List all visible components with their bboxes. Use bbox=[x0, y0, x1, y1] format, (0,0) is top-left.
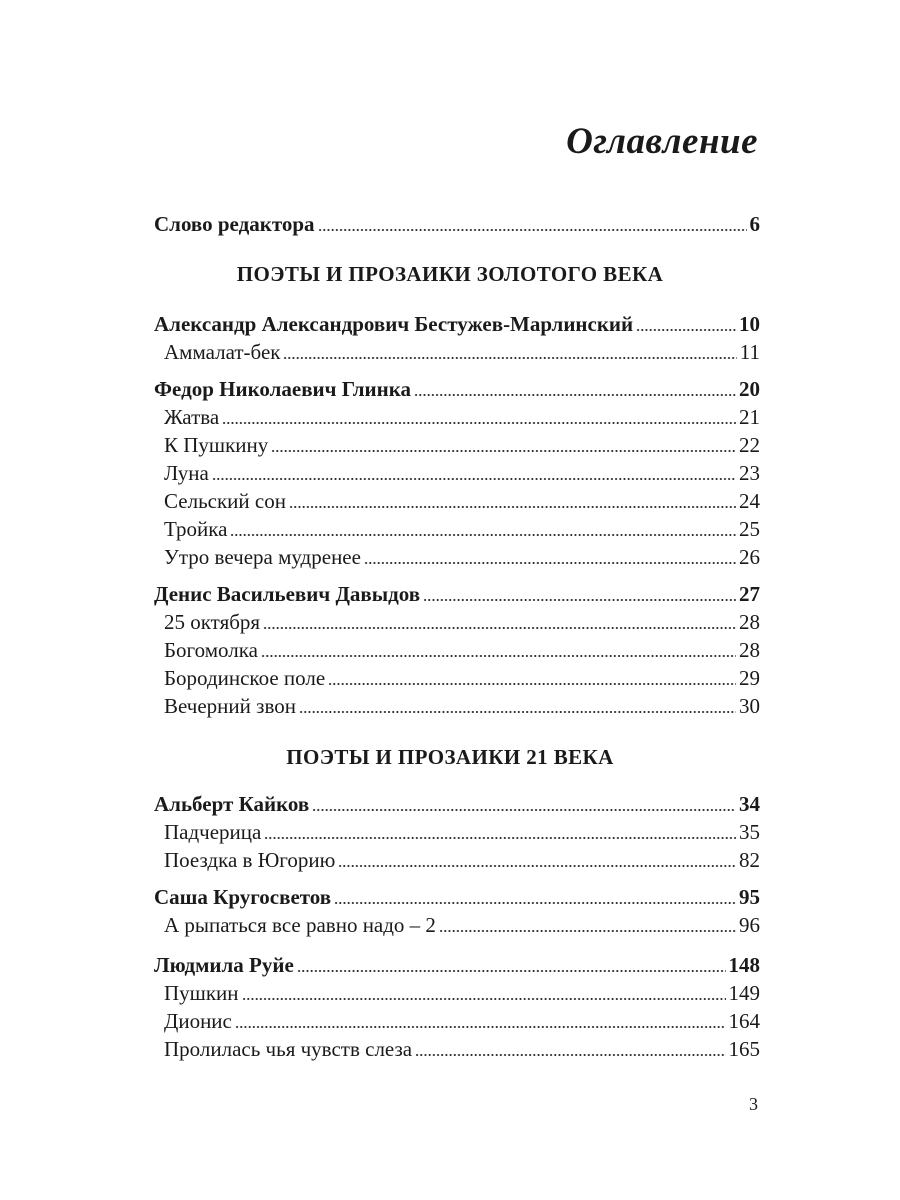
section-heading: ПОЭТЫ И ПРОЗАИКИ 21 ВЕКА bbox=[286, 745, 614, 769]
toc-entry-page: 149 bbox=[728, 981, 760, 1005]
toc-entry-author[interactable] bbox=[154, 375, 760, 403]
toc-entry-title: Пушкин bbox=[164, 981, 239, 1005]
toc-entry-title: Федор Николаевич Глинка bbox=[154, 377, 412, 401]
toc-entry-title: Тройка bbox=[164, 517, 228, 541]
toc-entry-page: 164 bbox=[728, 1009, 760, 1033]
toc-entry-work[interactable] bbox=[154, 911, 760, 939]
toc-entry-page: 11 bbox=[739, 340, 760, 364]
toc-entry-title: Луна bbox=[164, 461, 209, 485]
toc-entry-title: Людмила Руйе bbox=[154, 953, 294, 977]
toc-entry-page: 23 bbox=[739, 461, 760, 485]
toc-entry-work[interactable] bbox=[154, 846, 760, 874]
dot-leader bbox=[264, 834, 736, 840]
toc-entry-work[interactable] bbox=[154, 515, 760, 543]
dot-leader bbox=[263, 624, 736, 630]
toc-entry-author[interactable] bbox=[154, 580, 760, 608]
toc-entry-page: 6 bbox=[749, 212, 760, 236]
toc-entry-title: Альберт Кайков bbox=[154, 792, 310, 816]
toc-entry-title: Слово редактора bbox=[154, 212, 315, 236]
dot-leader bbox=[212, 475, 736, 481]
dot-leader bbox=[289, 503, 736, 509]
dot-leader bbox=[414, 391, 736, 397]
toc-entry-title: К Пушкину bbox=[164, 433, 269, 457]
dot-leader bbox=[334, 899, 736, 905]
toc-entry-work[interactable] bbox=[154, 608, 760, 636]
toc-entry-author[interactable] bbox=[154, 883, 760, 911]
toc-entry-title: Жатва bbox=[164, 405, 220, 429]
toc-entry-page: 24 bbox=[739, 489, 760, 513]
toc-entry-page: 27 bbox=[739, 582, 760, 606]
dot-leader bbox=[364, 559, 736, 565]
page-title: Оглавление bbox=[566, 121, 758, 162]
toc-entry-work[interactable] bbox=[154, 692, 760, 720]
toc-entry-work[interactable] bbox=[154, 487, 760, 515]
dot-leader bbox=[222, 419, 736, 425]
toc-entry-work[interactable] bbox=[154, 1035, 760, 1063]
dot-leader bbox=[439, 927, 736, 933]
toc-entry-title: Денис Васильевич Давыдов bbox=[154, 582, 421, 606]
toc-entry-page: 28 bbox=[739, 638, 760, 662]
toc-entry-page: 22 bbox=[739, 433, 760, 457]
dot-leader bbox=[242, 995, 726, 1001]
dot-leader bbox=[318, 226, 747, 232]
toc-entry-page: 165 bbox=[728, 1037, 760, 1061]
dot-leader bbox=[415, 1051, 725, 1057]
toc-entry-page: 82 bbox=[739, 848, 760, 872]
dot-leader bbox=[636, 326, 736, 332]
toc-entry-page: 96 bbox=[739, 913, 760, 937]
dot-leader bbox=[261, 652, 736, 658]
toc-entry-title: Поездка в Югорию bbox=[164, 848, 336, 872]
toc-entry-editor[interactable] bbox=[154, 210, 760, 238]
toc-entry-page: 25 bbox=[739, 517, 760, 541]
toc-entry-page: 95 bbox=[739, 885, 760, 909]
toc-entry-author[interactable] bbox=[154, 951, 760, 979]
toc-entry-work[interactable] bbox=[154, 979, 760, 1007]
toc-entry-author[interactable] bbox=[154, 790, 760, 818]
toc-entry-page: 26 bbox=[739, 545, 760, 569]
dot-leader bbox=[230, 531, 736, 537]
toc-entry-title: Александр Александрович Бестужев-Марлинский bbox=[154, 312, 634, 336]
toc-entry-page: 30 bbox=[739, 694, 760, 718]
dot-leader bbox=[235, 1023, 726, 1029]
toc-entry-page: 20 bbox=[739, 377, 760, 401]
toc-entry-page: 10 bbox=[739, 312, 760, 336]
dot-leader bbox=[283, 354, 736, 360]
toc-entry-title: 25 октября bbox=[164, 610, 261, 634]
section-heading: ПОЭТЫ И ПРОЗАИКИ ЗОЛОТОГО ВЕКА bbox=[236, 262, 664, 286]
page-number: 3 bbox=[749, 1094, 758, 1114]
toc-entry-work[interactable] bbox=[154, 1007, 760, 1035]
toc-entry-title: Богомолка bbox=[164, 638, 258, 662]
dot-leader bbox=[312, 806, 736, 812]
toc-entry-page: 21 bbox=[739, 405, 760, 429]
toc-entry-work[interactable] bbox=[154, 338, 760, 366]
toc-entry-page: 34 bbox=[739, 792, 760, 816]
dot-leader bbox=[297, 967, 726, 973]
toc-entry-title: Пролилась чья чувств слеза bbox=[164, 1037, 413, 1061]
toc-entry-page: 148 bbox=[728, 953, 760, 977]
toc-entry-author[interactable] bbox=[154, 310, 760, 338]
toc-entry-title: Дионис bbox=[164, 1009, 232, 1033]
toc-entry-work[interactable] bbox=[154, 431, 760, 459]
dot-leader bbox=[299, 708, 736, 714]
toc-entry-page: 29 bbox=[739, 666, 760, 690]
toc-entry-title: А рыпаться все равно надо – 2 bbox=[164, 913, 436, 937]
toc-entry-work[interactable] bbox=[154, 818, 760, 846]
dot-leader bbox=[423, 596, 736, 602]
toc-entry-work[interactable] bbox=[154, 543, 760, 571]
toc-entry-title: Падчерица bbox=[164, 820, 262, 844]
toc-entry-title: Сельский сон bbox=[164, 489, 286, 513]
toc-entry-title: Утро вечера мудренее bbox=[164, 545, 361, 569]
dot-leader bbox=[338, 862, 736, 868]
toc-entry-work[interactable] bbox=[154, 664, 760, 692]
toc-entry-work[interactable] bbox=[154, 636, 760, 664]
toc-entry-title: Вечерний звон bbox=[164, 694, 296, 718]
dot-leader bbox=[271, 447, 736, 453]
toc-entry-page: 35 bbox=[739, 820, 760, 844]
dot-leader bbox=[328, 680, 736, 686]
toc-entry-title: Аммалат-бек bbox=[164, 340, 281, 364]
toc-entry-page: 28 bbox=[739, 610, 760, 634]
toc-entry-work[interactable] bbox=[154, 459, 760, 487]
toc-entry-title: Саша Кругосветов bbox=[154, 885, 332, 909]
toc-entry-work[interactable] bbox=[154, 403, 760, 431]
toc-entry-title: Бородинское поле bbox=[164, 666, 326, 690]
